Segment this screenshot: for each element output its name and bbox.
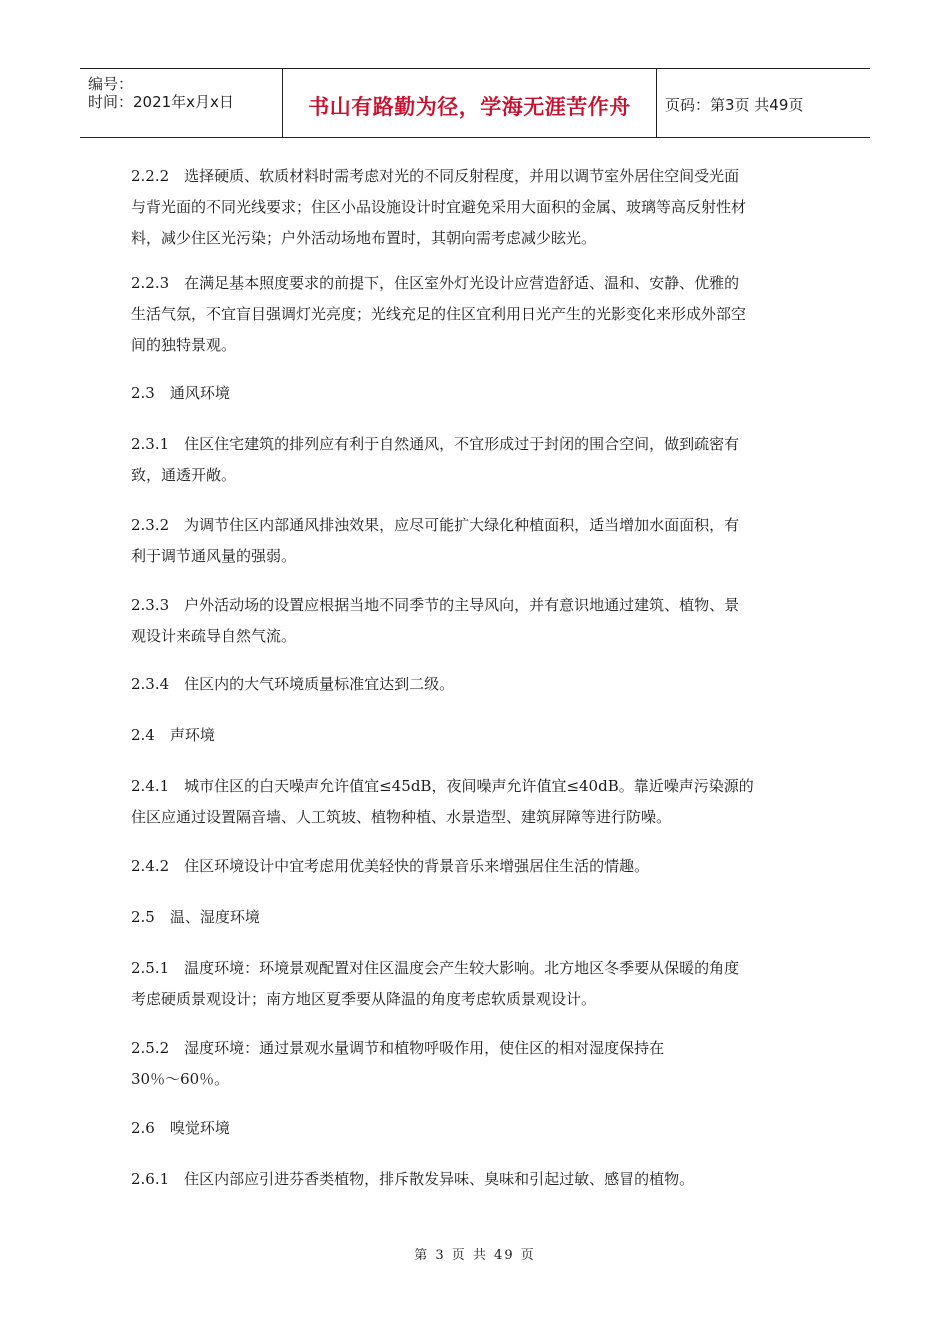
text-line: 2.3.3 户外活动场的设置应根据当地不同季节的主导风向，并有意识地通过建筑、植物、景 bbox=[131, 596, 740, 614]
header-page-info: 页码：第3页 共49页 bbox=[665, 96, 804, 114]
heading-2-5 bbox=[131, 902, 821, 933]
section-heading: 2.6 嗅觉环境 bbox=[131, 1119, 230, 1137]
section-heading: 2.3 通风环境 bbox=[131, 384, 230, 402]
header-page-cell bbox=[657, 69, 870, 137]
document-header bbox=[80, 68, 870, 138]
text-line: 间的独特景观。 bbox=[131, 336, 237, 354]
text-line: 2.4.1 城市住区的白天噪声允许值宜≤45dB，夜间噪声允许值宜≤40dB。靠近噪声污染源的 bbox=[131, 777, 754, 795]
paragraph-2-3-1 bbox=[131, 429, 821, 491]
paragraph-2-3-4 bbox=[131, 669, 821, 700]
text-line: 住区应通过设置隔音墙、人工筑坡、植物种植、水景造型、建筑屏障等进行防噪。 bbox=[131, 808, 672, 826]
text-line: 2.3.4 住区内的大气环境质量标准宜达到二级。 bbox=[131, 675, 455, 693]
section-heading: 2.5 温、湿度环境 bbox=[131, 908, 260, 926]
text-line: 2.5.1 温度环境：环境景观配置对住区温度会产生较大影响。北方地区冬季要从保暖的角度 bbox=[131, 959, 740, 977]
text-line: 2.6.1 住区内部应引进芬香类植物，排斥散发异味、臭味和引起过敏、感冒的植物。 bbox=[131, 1170, 695, 1188]
text-line: 生活气氛，不宜盲目强调灯光亮度；光线充足的住区宜利用日光产生的光影变化来形成外部空 bbox=[131, 305, 747, 323]
text-line: 利于调节通风量的强弱。 bbox=[131, 547, 297, 565]
section-heading: 2.4 声环境 bbox=[131, 726, 215, 744]
paragraph-2-2-3 bbox=[131, 268, 821, 361]
header-motto-cell bbox=[283, 69, 657, 137]
paragraph-2-2-2 bbox=[131, 161, 821, 254]
text-line: 料，减少住区光污染；户外活动场地布置时，其朝向需考虑减少眩光。 bbox=[131, 229, 597, 247]
text-line: 2.5.2 湿度环境：通过景观水量调节和植物呼吸作用，使住区的相对湿度保持在 bbox=[131, 1039, 665, 1057]
text-line: 考虑硬质景观设计；南方地区夏季要从降温的角度考虑软质景观设计。 bbox=[131, 990, 597, 1008]
paragraph-2-4-2 bbox=[131, 851, 821, 882]
paragraph-2-3-2 bbox=[131, 510, 821, 572]
heading-2-4 bbox=[131, 720, 821, 751]
text-line: 2.4.2 住区环境设计中宜考虑用优美轻快的背景音乐来增强居住生活的情趣。 bbox=[131, 857, 650, 875]
serial-label: 编号： bbox=[88, 75, 134, 93]
header-meta bbox=[80, 69, 283, 137]
heading-2-6 bbox=[131, 1113, 821, 1144]
heading-2-3 bbox=[131, 378, 821, 409]
text-line: 2.3.2 为调节住区内部通风排浊效果，应尽可能扩大绿化种植面积，适当增加水面面积，有 bbox=[131, 516, 740, 534]
text-line: 与背光面的不同光线要求；住区小品设施设计时宜避免采用大面积的金属、玻璃等高反射性材 bbox=[131, 198, 747, 216]
text-line: 2.2.2 选择硬质、软质材料时需考虑对光的不同反射程度，并用以调节室外居住空间受光面 bbox=[131, 167, 740, 185]
motto: 书山有路勤为径，学海无涯苦作舟 bbox=[308, 95, 631, 119]
paragraph-2-5-1 bbox=[131, 953, 821, 1015]
text-line: 观设计来疏导自然气流。 bbox=[131, 627, 297, 645]
page-footer: 第 3 页 共 49 页 bbox=[414, 1248, 536, 1263]
text-line: 致，通透开敞。 bbox=[131, 466, 237, 484]
paragraph-2-5-2 bbox=[131, 1033, 821, 1095]
paragraph-2-6-1 bbox=[131, 1164, 821, 1195]
paragraph-2-4-1 bbox=[131, 771, 821, 833]
paragraph-2-3-3 bbox=[131, 590, 821, 652]
text-line: 2.2.3 在满足基本照度要求的前提下，住区室外灯光设计应营造舒适、温和、安静、优雅的 bbox=[131, 274, 740, 292]
time-label: 时间：2021年x月x日 bbox=[88, 93, 234, 111]
text-line: 2.3.1 住区住宅建筑的排列应有利于自然通风，不宜形成过于封闭的围合空间，做到疏密有 bbox=[131, 435, 740, 453]
text-line: 30％～60％。 bbox=[131, 1070, 230, 1088]
